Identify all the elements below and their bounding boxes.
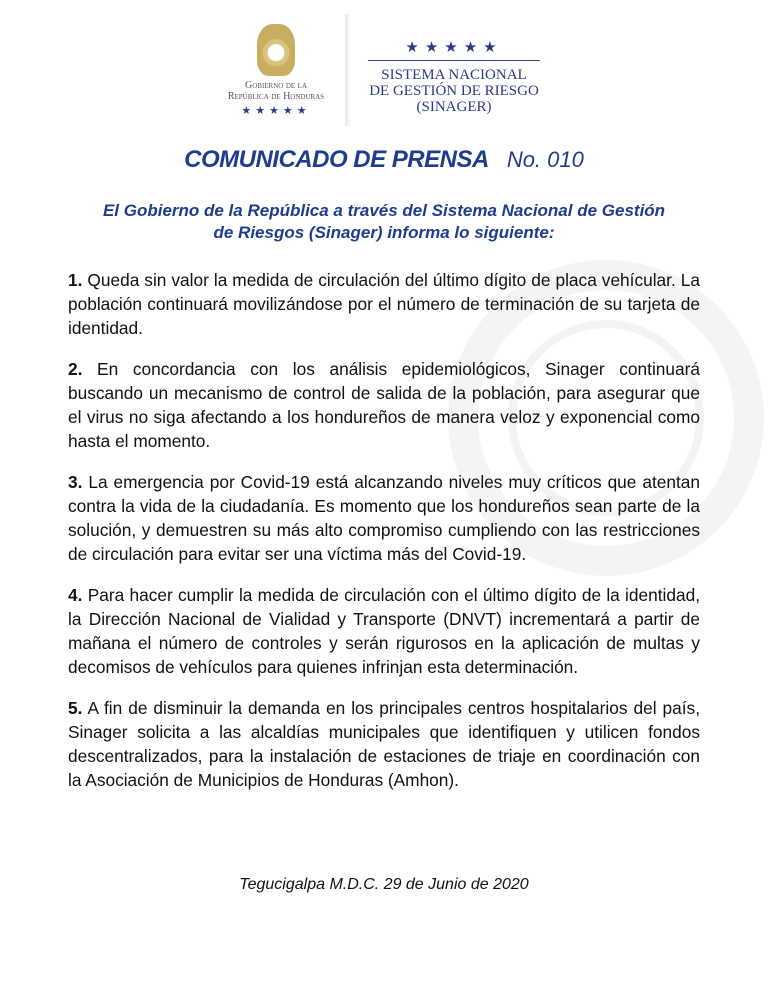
coat-of-arms-icon — [257, 24, 295, 76]
item-text: Queda sin valor la medida de circulación del último dígito de placa vehícular. La población continuará movilizándose por el número de terminación de su tarjeta de identidad. — [68, 270, 700, 338]
gov-name-line2: República de Honduras — [227, 91, 325, 102]
subtitle-line2: de Riesgos (Sinager) informa lo siguiente: — [213, 223, 555, 242]
item-number: 3. — [68, 472, 83, 492]
place-date: Tegucigalpa M.D.C. 29 de Junio de 2020 — [239, 876, 529, 893]
item-text: A fin de disminuir la demanda en los principales centros hospitalarios del país, Sinager solicita a las alcaldías municipales que identifiquen y utilicen fondos descentralizados, para la instalación de estaciones de triaje en coordinación con la Asociación de Municipios de Honduras (Amhon). — [68, 698, 700, 790]
list-item — [68, 357, 700, 453]
item-text: Para hacer cumplir la medida de circulación con el último dígito de la identidad, la Dirección Nacional de Vialidad y Transporte (DNVT) incrementará a partir de mañana el número de controles y serán rigurosos en la aplicación de multas y decomisos de vehículos para quienes infrinjan esta determinación. — [68, 585, 700, 677]
list-item — [68, 268, 700, 340]
item-text: En concordancia con los análisis epidemiológicos, Sinager continuará buscando un mecanismo de control de salida de la población, para asegurar que el virus no siga afectando a los hondureños de manera veloz y exponencial como hasta el momento. — [68, 359, 700, 451]
item-number: 4. — [68, 585, 83, 605]
stars-icon: ★★★★★ — [241, 105, 311, 117]
sinager-logo — [368, 36, 540, 115]
letterhead — [0, 14, 768, 134]
title-number: No. 010 — [506, 147, 584, 172]
document-body — [68, 268, 700, 809]
list-item — [68, 470, 700, 566]
stars-icon: ★★★★★ — [405, 39, 503, 56]
title-main: COMUNICADO DE PRENSA — [184, 146, 489, 173]
government-logo — [216, 24, 336, 117]
list-item — [68, 583, 700, 679]
item-number: 1. — [68, 270, 83, 290]
gov-name-line1: Gobierno de la — [245, 80, 307, 91]
sinager-name-line2: DE GESTIÓN DE RIESGO — [369, 83, 539, 99]
subtitle-line1: El Gobierno de la República a través del Sistema Nacional de Gestión — [102, 201, 666, 220]
header-divider — [345, 14, 351, 126]
sinager-name-line1: SISTEMA NACIONAL — [381, 67, 527, 83]
item-number: 5. — [68, 698, 83, 718]
logo-rule — [368, 60, 540, 61]
document-title — [0, 146, 768, 174]
subtitle — [60, 200, 708, 244]
item-text: La emergencia por Covid-19 está alcanzando niveles muy críticos que atentan contra la vida de la ciudadanía. Es momento que los hondureños sean parte de la solución, y demuestren su más alto compromiso cumpliendo con las restricciones de circulación para evitar ser una víctima más del Covid-19. — [68, 472, 700, 564]
item-number: 2. — [68, 359, 83, 379]
list-item — [68, 696, 700, 792]
sinager-name-line3: (SINAGER) — [416, 99, 492, 115]
